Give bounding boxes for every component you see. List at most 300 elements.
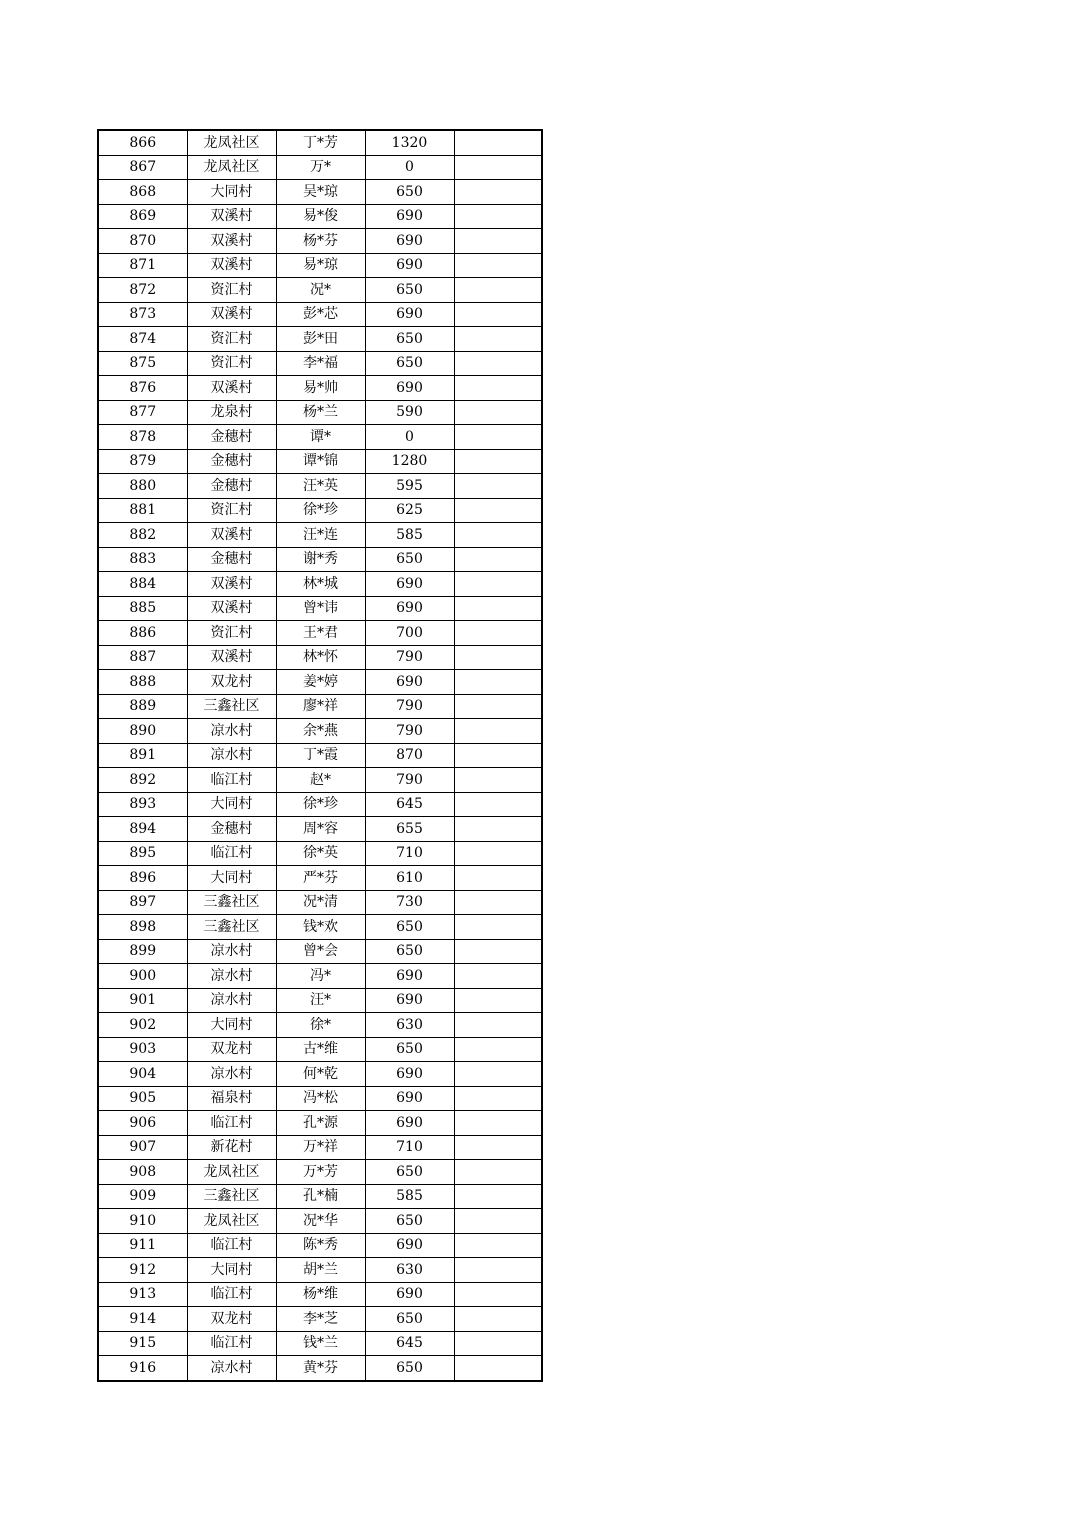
village-cell: 三鑫社区 [187,890,276,915]
name-cell: 彭*芯 [276,302,365,327]
amount-cell: 790 [365,645,454,670]
village-cell: 三鑫社区 [187,694,276,719]
village-cell: 资汇村 [187,278,276,303]
amount-cell: 730 [365,890,454,915]
village-cell: 大同村 [187,1258,276,1283]
village-cell: 三鑫社区 [187,1184,276,1209]
village-cell: 临江村 [187,1331,276,1356]
table-row [98,1086,542,1111]
table-row [98,1331,542,1356]
row-number-cell: 875 [98,351,187,376]
village-cell: 资汇村 [187,621,276,646]
amount-cell: 1320 [365,130,454,155]
name-cell: 周*容 [276,817,365,842]
row-number-cell: 882 [98,523,187,548]
table-row [98,890,542,915]
row-number-cell: 907 [98,1135,187,1160]
name-cell: 李*福 [276,351,365,376]
name-cell: 况* [276,278,365,303]
name-cell: 丁*霞 [276,743,365,768]
note-cell [454,180,542,205]
name-cell: 汪* [276,988,365,1013]
amount-cell: 650 [365,915,454,940]
name-cell: 万*祥 [276,1135,365,1160]
table-row [98,180,542,205]
row-number-cell: 874 [98,327,187,352]
amount-cell: 650 [365,351,454,376]
note-cell [454,743,542,768]
amount-cell: 585 [365,1184,454,1209]
table-row [98,841,542,866]
table-row [98,1282,542,1307]
village-cell: 金穗村 [187,817,276,842]
data-table [97,129,543,1382]
row-number-cell: 868 [98,180,187,205]
row-number-cell: 880 [98,474,187,499]
amount-cell: 630 [365,1258,454,1283]
name-cell: 孔*楠 [276,1184,365,1209]
name-cell: 谭* [276,425,365,450]
row-number-cell: 912 [98,1258,187,1283]
table-row [98,1209,542,1234]
note-cell [454,1013,542,1038]
note-cell [454,1356,542,1381]
table-row [98,155,542,180]
table-row [98,547,542,572]
note-cell [454,1086,542,1111]
name-cell: 徐*英 [276,841,365,866]
village-cell: 临江村 [187,1282,276,1307]
table-row [98,694,542,719]
name-cell: 杨*兰 [276,400,365,425]
village-cell: 大同村 [187,866,276,891]
amount-cell: 790 [365,768,454,793]
row-number-cell: 904 [98,1062,187,1087]
village-cell: 凉水村 [187,939,276,964]
row-number-cell: 915 [98,1331,187,1356]
table-row [98,1307,542,1332]
village-cell: 双溪村 [187,523,276,548]
village-cell: 临江村 [187,1233,276,1258]
amount-cell: 650 [365,1209,454,1234]
amount-cell: 690 [365,229,454,254]
amount-cell: 655 [365,817,454,842]
name-cell: 钱*兰 [276,1331,365,1356]
village-cell: 双溪村 [187,229,276,254]
note-cell [454,449,542,474]
amount-cell: 690 [365,596,454,621]
note-cell [454,498,542,523]
amount-cell: 690 [365,253,454,278]
amount-cell: 710 [365,1135,454,1160]
table-row [98,1356,542,1381]
name-cell: 徐*珍 [276,792,365,817]
table-row [98,376,542,401]
village-cell: 双溪村 [187,376,276,401]
note-cell [454,253,542,278]
note-cell [454,130,542,155]
table-row [98,449,542,474]
name-cell: 曾*会 [276,939,365,964]
name-cell: 彭*田 [276,327,365,352]
row-number-cell: 916 [98,1356,187,1381]
village-cell: 双溪村 [187,302,276,327]
amount-cell: 650 [365,939,454,964]
name-cell: 林*城 [276,572,365,597]
table-row [98,498,542,523]
table-row [98,351,542,376]
row-number-cell: 870 [98,229,187,254]
name-cell: 丁*芳 [276,130,365,155]
row-number-cell: 914 [98,1307,187,1332]
table-row [98,621,542,646]
table-row [98,939,542,964]
row-number-cell: 884 [98,572,187,597]
table-row [98,474,542,499]
note-cell [454,1184,542,1209]
note-cell [454,1233,542,1258]
amount-cell: 690 [365,988,454,1013]
amount-cell: 690 [365,302,454,327]
table-row [98,719,542,744]
row-number-cell: 877 [98,400,187,425]
village-cell: 临江村 [187,1111,276,1136]
row-number-cell: 873 [98,302,187,327]
row-number-cell: 881 [98,498,187,523]
amount-cell: 645 [365,1331,454,1356]
name-cell: 况*华 [276,1209,365,1234]
amount-cell: 595 [365,474,454,499]
row-number-cell: 898 [98,915,187,940]
row-number-cell: 897 [98,890,187,915]
village-cell: 双溪村 [187,204,276,229]
table-row [98,1135,542,1160]
row-number-cell: 892 [98,768,187,793]
note-cell [454,278,542,303]
note-cell [454,1258,542,1283]
village-cell: 三鑫社区 [187,915,276,940]
amount-cell: 650 [365,180,454,205]
row-number-cell: 867 [98,155,187,180]
row-number-cell: 905 [98,1086,187,1111]
note-cell [454,1160,542,1185]
village-cell: 大同村 [187,1013,276,1038]
name-cell: 钱*欢 [276,915,365,940]
amount-cell: 690 [365,1062,454,1087]
note-cell [454,376,542,401]
village-cell: 双溪村 [187,596,276,621]
note-cell [454,817,542,842]
note-cell [454,964,542,989]
note-cell [454,596,542,621]
amount-cell: 690 [365,572,454,597]
table-row [98,988,542,1013]
note-cell [454,1282,542,1307]
table-row [98,1111,542,1136]
row-number-cell: 888 [98,670,187,695]
note-cell [454,1111,542,1136]
village-cell: 双龙村 [187,1307,276,1332]
name-cell: 易*琼 [276,253,365,278]
note-cell [454,939,542,964]
village-cell: 龙凤社区 [187,155,276,180]
note-cell [454,866,542,891]
village-cell: 金穗村 [187,547,276,572]
name-cell: 易*帅 [276,376,365,401]
note-cell [454,670,542,695]
name-cell: 陈*秀 [276,1233,365,1258]
table-row [98,964,542,989]
name-cell: 吴*琼 [276,180,365,205]
note-cell [454,645,542,670]
note-cell [454,523,542,548]
note-cell [454,547,542,572]
name-cell: 况*清 [276,890,365,915]
name-cell: 严*芬 [276,866,365,891]
note-cell [454,890,542,915]
name-cell: 徐*珍 [276,498,365,523]
note-cell [454,988,542,1013]
name-cell: 古*维 [276,1037,365,1062]
amount-cell: 0 [365,425,454,450]
amount-cell: 625 [365,498,454,523]
row-number-cell: 902 [98,1013,187,1038]
village-cell: 龙泉村 [187,400,276,425]
village-cell: 双溪村 [187,253,276,278]
village-cell: 大同村 [187,180,276,205]
amount-cell: 690 [365,1086,454,1111]
row-number-cell: 896 [98,866,187,891]
amount-cell: 630 [365,1013,454,1038]
row-number-cell: 886 [98,621,187,646]
table-row [98,1013,542,1038]
note-cell [454,327,542,352]
row-number-cell: 913 [98,1282,187,1307]
village-cell: 凉水村 [187,1356,276,1381]
table-row [98,792,542,817]
row-number-cell: 871 [98,253,187,278]
note-cell [454,915,542,940]
table-row [98,817,542,842]
row-number-cell: 903 [98,1037,187,1062]
amount-cell: 690 [365,376,454,401]
amount-cell: 0 [365,155,454,180]
name-cell: 何*乾 [276,1062,365,1087]
table-row [98,1258,542,1283]
name-cell: 谭*锦 [276,449,365,474]
amount-cell: 610 [365,866,454,891]
note-cell [454,572,542,597]
note-cell [454,1062,542,1087]
amount-cell: 650 [365,327,454,352]
name-cell: 黄*芬 [276,1356,365,1381]
row-number-cell: 893 [98,792,187,817]
amount-cell: 650 [365,278,454,303]
name-cell: 余*燕 [276,719,365,744]
note-cell [454,768,542,793]
amount-cell: 690 [365,670,454,695]
row-number-cell: 879 [98,449,187,474]
name-cell: 林*怀 [276,645,365,670]
name-cell: 胡*兰 [276,1258,365,1283]
row-number-cell: 911 [98,1233,187,1258]
note-cell [454,792,542,817]
amount-cell: 790 [365,694,454,719]
row-number-cell: 885 [98,596,187,621]
row-number-cell: 872 [98,278,187,303]
name-cell: 李*芝 [276,1307,365,1332]
amount-cell: 590 [365,400,454,425]
village-cell: 凉水村 [187,964,276,989]
note-cell [454,694,542,719]
name-cell: 廖*祥 [276,694,365,719]
table-row [98,523,542,548]
village-cell: 临江村 [187,841,276,866]
village-cell: 资汇村 [187,351,276,376]
name-cell: 汪*英 [276,474,365,499]
row-number-cell: 866 [98,130,187,155]
table-row [98,645,542,670]
village-cell: 双溪村 [187,645,276,670]
amount-cell: 700 [365,621,454,646]
note-cell [454,1307,542,1332]
table-row [98,1062,542,1087]
row-number-cell: 910 [98,1209,187,1234]
table-row [98,1160,542,1185]
name-cell: 赵* [276,768,365,793]
note-cell [454,302,542,327]
note-cell [454,229,542,254]
name-cell: 孔*源 [276,1111,365,1136]
amount-cell: 690 [365,204,454,229]
village-cell: 双龙村 [187,1037,276,1062]
table-row [98,204,542,229]
row-number-cell: 901 [98,988,187,1013]
amount-cell: 645 [365,792,454,817]
name-cell: 冯*松 [276,1086,365,1111]
note-cell [454,1135,542,1160]
table-row [98,400,542,425]
amount-cell: 870 [365,743,454,768]
row-number-cell: 869 [98,204,187,229]
name-cell: 王*君 [276,621,365,646]
village-cell: 凉水村 [187,743,276,768]
table-row [98,743,542,768]
note-cell [454,1209,542,1234]
table-row [98,1233,542,1258]
amount-cell: 650 [365,547,454,572]
village-cell: 双溪村 [187,572,276,597]
amount-cell: 650 [365,1160,454,1185]
village-cell: 凉水村 [187,719,276,744]
row-number-cell: 899 [98,939,187,964]
row-number-cell: 909 [98,1184,187,1209]
table-row [98,670,542,695]
note-cell [454,425,542,450]
name-cell: 万* [276,155,365,180]
row-number-cell: 900 [98,964,187,989]
table-row [98,278,542,303]
name-cell: 万*芳 [276,1160,365,1185]
row-number-cell: 906 [98,1111,187,1136]
row-number-cell: 887 [98,645,187,670]
village-cell: 新花村 [187,1135,276,1160]
name-cell: 易*俊 [276,204,365,229]
amount-cell: 650 [365,1307,454,1332]
amount-cell: 690 [365,1233,454,1258]
amount-cell: 690 [365,1111,454,1136]
note-cell [454,400,542,425]
name-cell: 姜*婷 [276,670,365,695]
village-cell: 金穗村 [187,449,276,474]
table-row [98,327,542,352]
amount-cell: 650 [365,1037,454,1062]
table-row [98,425,542,450]
table-body [98,130,542,1381]
table-row [98,915,542,940]
row-number-cell: 895 [98,841,187,866]
row-number-cell: 878 [98,425,187,450]
name-cell: 杨*芬 [276,229,365,254]
note-cell [454,351,542,376]
note-cell [454,841,542,866]
amount-cell: 790 [365,719,454,744]
note-cell [454,155,542,180]
amount-cell: 585 [365,523,454,548]
note-cell [454,1331,542,1356]
note-cell [454,719,542,744]
village-cell: 资汇村 [187,498,276,523]
amount-cell: 690 [365,1282,454,1307]
row-number-cell: 908 [98,1160,187,1185]
note-cell [454,1037,542,1062]
village-cell: 龙凤社区 [187,1160,276,1185]
amount-cell: 690 [365,964,454,989]
table-row [98,768,542,793]
village-cell: 临江村 [187,768,276,793]
village-cell: 金穗村 [187,474,276,499]
village-cell: 金穗村 [187,425,276,450]
row-number-cell: 890 [98,719,187,744]
village-cell: 凉水村 [187,988,276,1013]
table-row [98,866,542,891]
village-cell: 大同村 [187,792,276,817]
row-number-cell: 889 [98,694,187,719]
amount-cell: 650 [365,1356,454,1381]
table-row [98,596,542,621]
note-cell [454,204,542,229]
table-row [98,1184,542,1209]
table-row [98,1037,542,1062]
note-cell [454,621,542,646]
village-cell: 资汇村 [187,327,276,352]
table-row [98,130,542,155]
name-cell: 曾*讳 [276,596,365,621]
row-number-cell: 883 [98,547,187,572]
table-row [98,229,542,254]
amount-cell: 1280 [365,449,454,474]
row-number-cell: 894 [98,817,187,842]
name-cell: 徐* [276,1013,365,1038]
row-number-cell: 876 [98,376,187,401]
village-cell: 双龙村 [187,670,276,695]
table-row [98,253,542,278]
village-cell: 龙凤社区 [187,130,276,155]
village-cell: 龙凤社区 [187,1209,276,1234]
table-row [98,302,542,327]
village-cell: 福泉村 [187,1086,276,1111]
village-cell: 凉水村 [187,1062,276,1087]
